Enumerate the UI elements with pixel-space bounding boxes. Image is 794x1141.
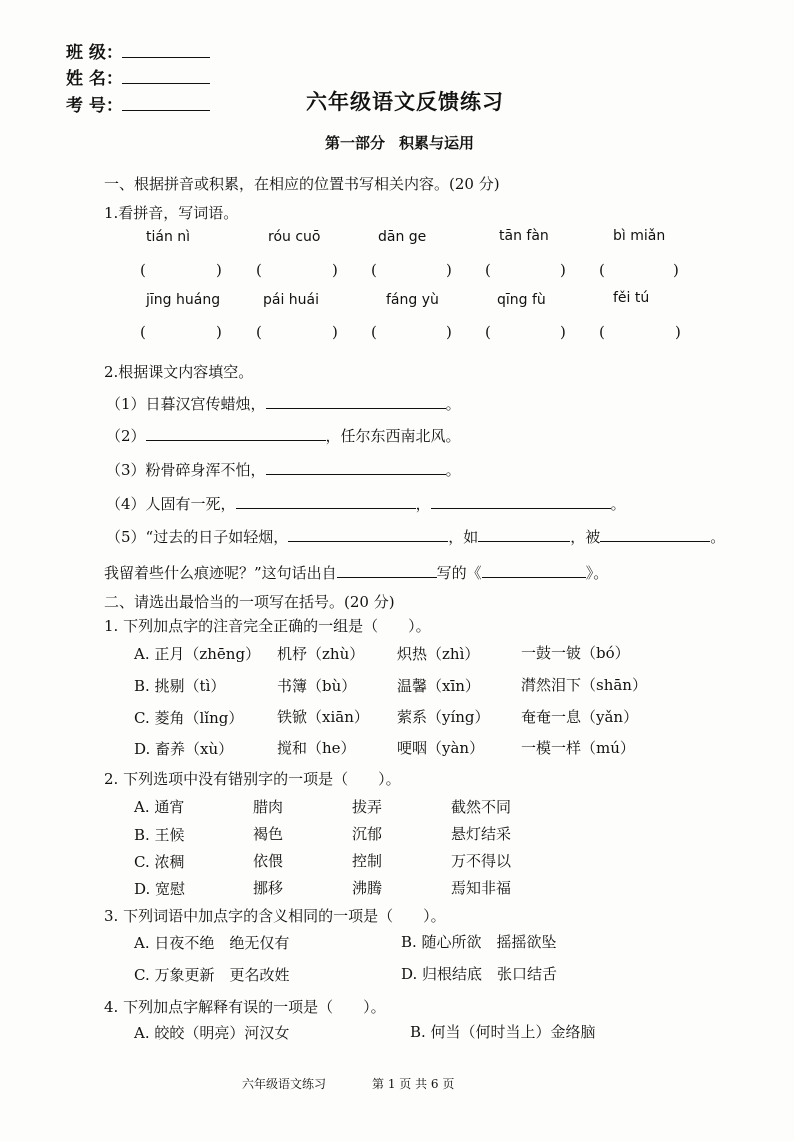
- pinyin-6: jīng huáng: [146, 292, 221, 308]
- fill-item-5-tail: [104, 562, 608, 583]
- fill-item-3-end: 。: [445, 461, 461, 479]
- fill-item-1: [106, 393, 461, 414]
- answer-box-4-close: ): [560, 261, 566, 279]
- answer-box-8-close: ): [446, 323, 452, 341]
- option-q1-a[interactable]: A. 正月（zhēng）: [134, 645, 261, 663]
- option-q1-b-4: 潸然泪下（shān）: [521, 676, 647, 694]
- fill-item-2-text: ，任尔东西南北风。: [325, 427, 461, 445]
- answer-box-6-open[interactable]: (: [140, 323, 146, 341]
- answer-box-1-close: ): [216, 261, 222, 279]
- pinyin-10: fěi tú: [613, 290, 650, 306]
- answer-box-9-close: ): [560, 323, 566, 341]
- option-q1-c-3: 萦系（yíng）: [397, 708, 490, 726]
- exam-number-label: 考 号：: [66, 96, 123, 116]
- answer-box-5-close: ): [673, 261, 679, 279]
- option-q1-b-3: 温馨（xīn）: [397, 677, 480, 695]
- option-q2-b-4: 悬灯结采: [451, 825, 512, 843]
- exam-number-blank[interactable]: [122, 96, 210, 111]
- answer-box-2-open[interactable]: (: [256, 261, 262, 279]
- pinyin-9: qīng fù: [497, 292, 546, 308]
- fill-item-1-num: （1）: [106, 395, 146, 413]
- fill-item-3-num: （3）: [106, 461, 146, 479]
- page-title: 六年级语文反馈练习: [306, 90, 504, 114]
- option-q2-d-2: 挪移: [253, 879, 284, 897]
- section2-q3-prompt: 3. 下列词语中加点字的含义相同的一项是（ ）。: [104, 907, 446, 925]
- pinyin-2: róu cuō: [268, 229, 321, 245]
- fill-item-2: [106, 425, 461, 446]
- section2-q4-prompt: 4. 下列加点字解释有误的一项是（ ）。: [104, 998, 386, 1016]
- fill-item-4-text: 人固有一死，: [145, 495, 236, 513]
- option-q1-a-3: 炽热（zhì）: [397, 645, 480, 663]
- fill-item-5-end: 。: [710, 528, 726, 546]
- pinyin-3: dān ge: [378, 229, 427, 245]
- fill-blank-2[interactable]: [146, 428, 326, 441]
- option-q1-b-2: 书簿（bù）: [277, 677, 357, 695]
- option-q1-b[interactable]: B. 挑剔（tì）: [134, 677, 226, 695]
- fill-blank-4b[interactable]: [431, 496, 611, 509]
- fill-blank-3[interactable]: [266, 462, 446, 475]
- page-number: 第 1 页 共 6 页: [372, 1077, 455, 1091]
- option-q2-a-4: 截然不同: [451, 798, 512, 816]
- class-label: 班 级：: [66, 43, 123, 63]
- option-q1-d[interactable]: D. 畜养（xù）: [134, 740, 234, 758]
- answer-box-7-open[interactable]: (: [256, 323, 262, 341]
- fill-item-3: [106, 459, 461, 480]
- fill-blank-5b[interactable]: [478, 529, 570, 542]
- fill-item-5: [106, 526, 725, 547]
- answer-box-7-close: ): [332, 323, 338, 341]
- option-q1-a-2: 机杼（zhù）: [277, 645, 365, 663]
- fill-item-5-num: （5）: [106, 528, 146, 546]
- section2-q1-prompt: 1. 下列加点字的注音完全正确的一组是（ ）。: [104, 617, 431, 635]
- option-q2-a-3: 拔弄: [352, 798, 383, 816]
- pinyin-5: bì miǎn: [613, 228, 666, 244]
- option-q2-c[interactable]: C. 浓稠: [134, 853, 185, 871]
- fill-blank-5a[interactable]: [288, 529, 448, 542]
- option-q2-d-4: 焉知非福: [451, 879, 512, 897]
- answer-box-10-close: ): [675, 323, 681, 341]
- option-q1-c-4: 奄奄一息（yǎn）: [521, 708, 639, 726]
- option-q2-a-2: 腊肉: [253, 798, 284, 816]
- option-q3-d[interactable]: D. 归根结底 张口结舌: [401, 965, 558, 983]
- pinyin-8: fáng yù: [386, 292, 439, 308]
- option-q2-c-4: 万不得以: [451, 852, 512, 870]
- answer-box-6-close: ): [216, 323, 222, 341]
- option-q2-d-3: 沸腾: [352, 879, 383, 897]
- answer-box-10-open[interactable]: (: [599, 323, 605, 341]
- option-q1-c[interactable]: C. 菱角（lǐng）: [134, 709, 244, 727]
- option-q3-a[interactable]: A. 日夜不绝 绝无仅有: [134, 934, 290, 952]
- answer-box-9-open[interactable]: (: [485, 323, 491, 341]
- option-q3-b[interactable]: B. 随心所欲 摇摇欲坠: [401, 933, 557, 951]
- fill-item-1-text: 日暮汉宫传蜡烛，: [145, 395, 266, 413]
- book-blank[interactable]: [482, 565, 586, 578]
- name-label: 姓 名：: [66, 69, 123, 89]
- fill-item-4-num: （4）: [106, 495, 146, 513]
- fill-tail-text: 我留着些什么痕迹呢？”这句话出自: [104, 564, 337, 582]
- fill-item-5-mid1: ，如: [448, 528, 479, 546]
- fill-item-1-end: 。: [445, 395, 461, 413]
- option-q2-d[interactable]: D. 宽慰: [134, 880, 186, 898]
- fill-item-3-text: 粉骨碎身浑不怕，: [145, 461, 266, 479]
- fill-blank-1[interactable]: [266, 396, 446, 409]
- fill-item-2-num: （2）: [106, 427, 146, 445]
- option-q1-d-3: 哽咽（yàn）: [397, 739, 485, 757]
- option-q1-d-4: 一模一样（mú）: [521, 739, 635, 757]
- answer-box-1-open[interactable]: (: [140, 261, 146, 279]
- option-q1-d-2: 搅和（he）: [277, 739, 356, 757]
- part-subtitle: 积累与运用: [399, 134, 475, 152]
- fill-item-5-text: “过去的日子如轻烟，: [145, 528, 289, 546]
- exam-number-field: [66, 91, 210, 116]
- option-q1-c-2: 铁锨（xiān）: [277, 708, 369, 726]
- option-q1-a-4: 一鼓一铍（bó）: [521, 644, 630, 662]
- pinyin-1: tián nì: [146, 229, 191, 245]
- pinyin-7: pái huái: [263, 292, 320, 308]
- fill-item-4-comma: ，: [415, 495, 431, 513]
- option-q2-c-3: 控制: [352, 852, 383, 870]
- answer-box-3-close: ): [446, 261, 452, 279]
- answer-box-4-open[interactable]: (: [485, 261, 491, 279]
- section1-heading: 一、根据拼音或积累，在相应的位置书写相关内容。(20 分): [104, 175, 500, 193]
- name-blank[interactable]: [122, 69, 210, 84]
- class-field: [66, 38, 210, 63]
- pinyin-4: tān fàn: [499, 228, 549, 244]
- fill-item-4-end: 。: [610, 495, 626, 513]
- part-name: 第一部分: [325, 134, 386, 152]
- option-q2-b-3: 沉郁: [352, 825, 383, 843]
- answer-box-5-open[interactable]: (: [599, 261, 605, 279]
- section1-q2-prompt: 2.根据课文内容填空。: [104, 363, 254, 381]
- option-q3-c[interactable]: C. 万象更新 更名改姓: [134, 966, 290, 984]
- fill-tail-end: 》。: [585, 564, 609, 582]
- section2-heading: 二、请选出最恰当的一项写在括号。(20 分): [104, 593, 395, 611]
- option-q4-b[interactable]: B. 何当（何时当上）金络脑: [410, 1023, 596, 1041]
- answer-box-8-open[interactable]: (: [371, 323, 377, 341]
- part-heading: [325, 132, 474, 153]
- option-q2-b[interactable]: B. 王候: [134, 826, 185, 844]
- fill-tail-mid: 写的《: [436, 564, 482, 582]
- option-q2-a[interactable]: A. 通宵: [134, 798, 185, 816]
- author-blank[interactable]: [337, 565, 437, 578]
- footer-title: 六年级语文练习: [242, 1077, 327, 1091]
- answer-box-3-open[interactable]: (: [371, 261, 377, 279]
- fill-item-4: [106, 493, 626, 514]
- section1-q1-prompt: 1.看拼音，写词语。: [104, 204, 239, 222]
- option-q4-a[interactable]: A. 皎皎（明亮）河汉女: [134, 1024, 290, 1042]
- section2-q2-prompt: 2. 下列选项中没有错别字的一项是（ ）。: [104, 770, 401, 788]
- fill-item-5-mid2: ，被: [570, 528, 601, 546]
- option-q2-c-2: 依偎: [253, 852, 284, 870]
- answer-box-2-close: ): [332, 261, 338, 279]
- fill-blank-4a[interactable]: [236, 496, 416, 509]
- name-field: [66, 64, 210, 89]
- fill-blank-5c[interactable]: [600, 529, 710, 542]
- class-blank[interactable]: [122, 43, 210, 58]
- option-q2-b-2: 褐色: [253, 825, 284, 843]
